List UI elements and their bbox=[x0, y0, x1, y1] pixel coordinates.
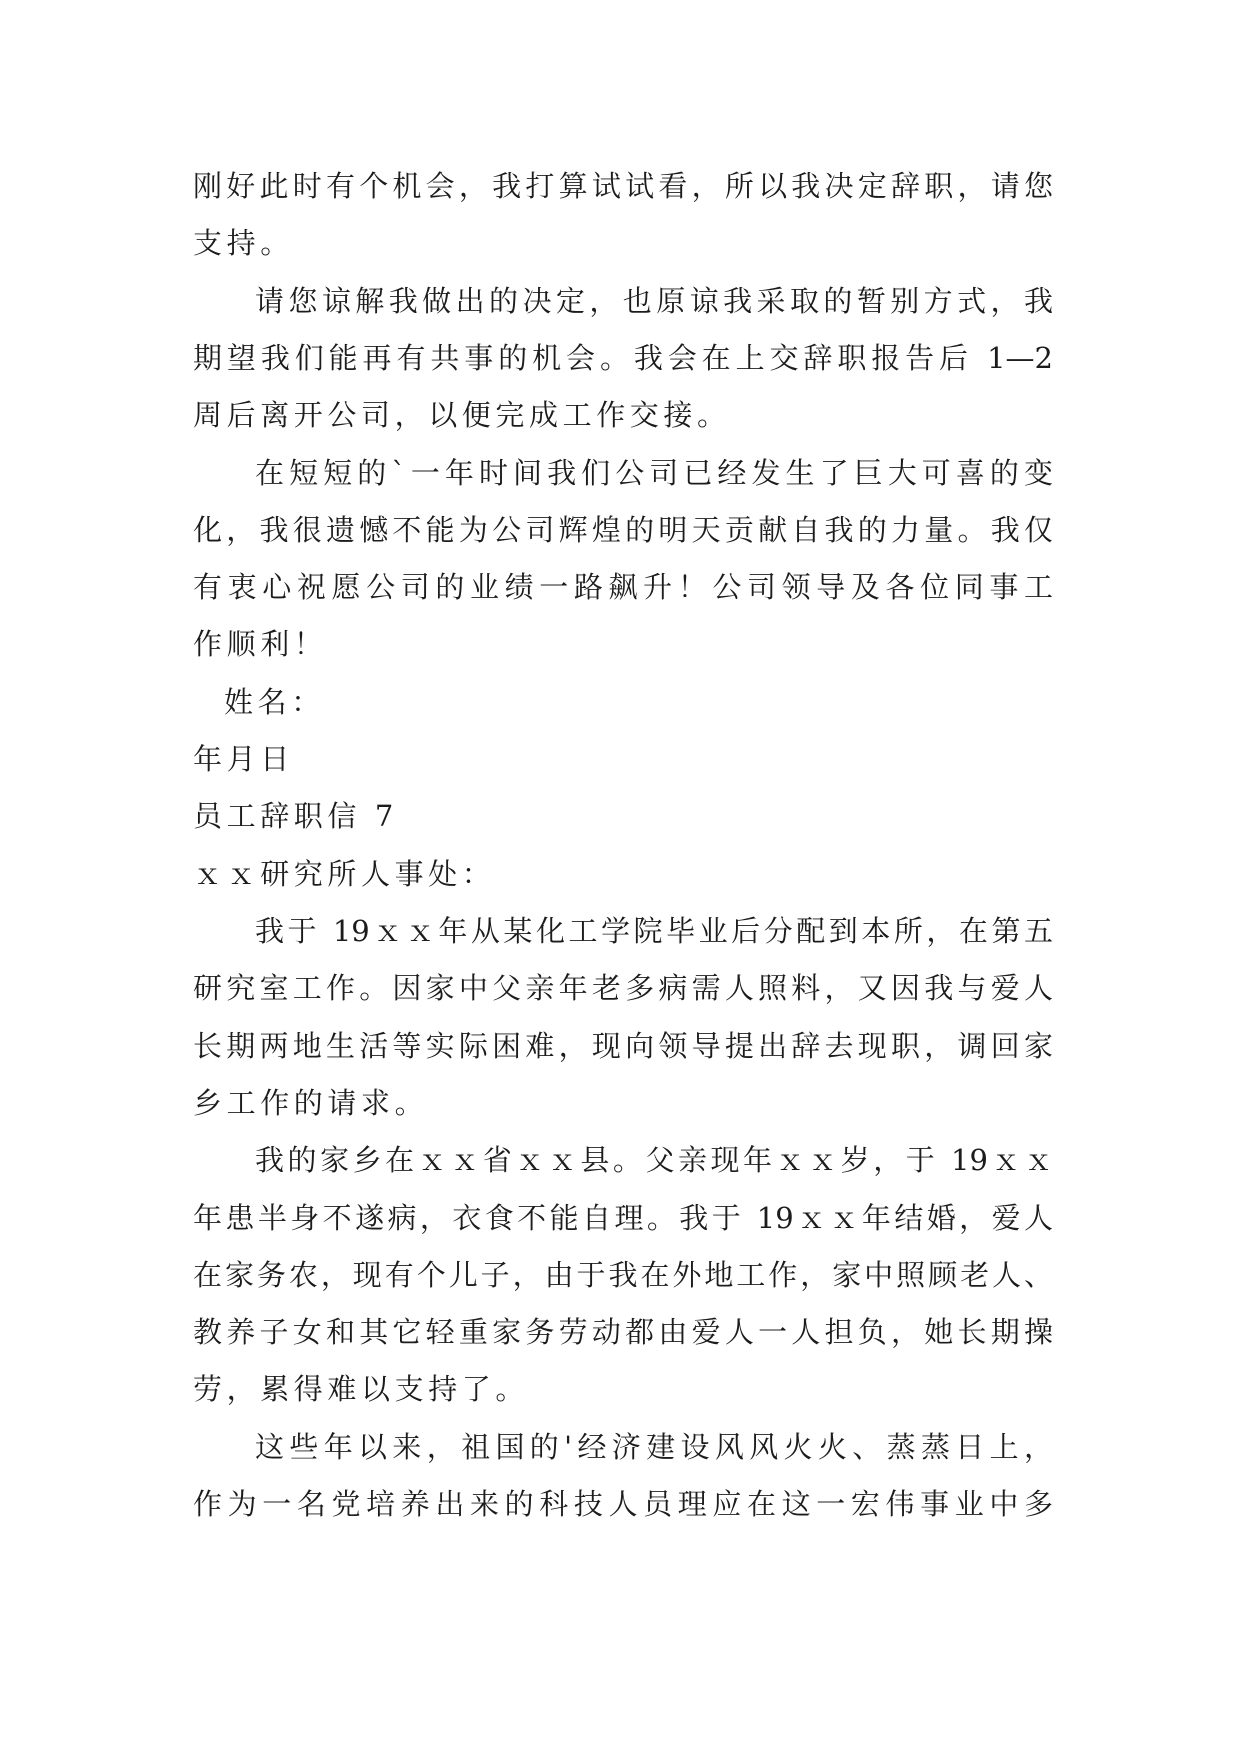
text-line: 劳，累得难以支持了。 bbox=[193, 1372, 530, 1406]
date-line: 年月日 bbox=[193, 742, 294, 776]
text-line: 作为一名党培养出来的科技人员理应在这一宏伟事业中多 bbox=[193, 1487, 1053, 1521]
text-line: 期望我们能再有共事的机会。我会在上交辞职报告后 1—2 bbox=[193, 341, 1053, 375]
paragraph-start: 我的家乡在ｘｘ省ｘｘ县。父亲现年ｘｘ岁，于 19ｘｘ bbox=[255, 1143, 1053, 1177]
text-line: 长期两地生活等实际困难，现向领导提出辞去现职，调回家 bbox=[193, 1029, 1053, 1063]
paragraph-start: 我于 19ｘｘ年从某化工学院毕业后分配到本所，在第五 bbox=[255, 914, 1053, 948]
paragraph-start: 请您谅解我做出的决定，也原谅我采取的暂别方式，我 bbox=[255, 284, 1053, 318]
text-line: 作顺利！ bbox=[193, 627, 328, 661]
text-line: 年患半身不遂病，衣食不能自理。我于 19ｘｘ年结婚，爱人 bbox=[193, 1201, 1053, 1235]
text-line: 乡工作的请求。 bbox=[193, 1086, 429, 1120]
text-line: 有衷心祝愿公司的业绩一路飙升！公司领导及各位同事工 bbox=[193, 570, 1053, 604]
text-line: 化，我很遗憾不能为公司辉煌的明天贡献自我的力量。我仅 bbox=[193, 513, 1053, 547]
signature-name-label: 姓名： bbox=[224, 685, 325, 719]
text-line: 教养子女和其它轻重家务劳动都由爱人一人担负，她长期操 bbox=[193, 1315, 1053, 1349]
paragraph-start: 在短短的`一年时间我们公司已经发生了巨大可喜的变 bbox=[255, 456, 1053, 490]
paragraph-start: 这些年以来，祖国的'经济建设风风火火、蒸蒸日上， bbox=[255, 1430, 1053, 1464]
text-line: 研究室工作。因家中父亲年老多病需人照料，又因我与爱人 bbox=[193, 971, 1053, 1005]
text-line: 支持。 bbox=[193, 226, 294, 260]
text-line: 在家务农，现有个儿子，由于我在外地工作，家中照顾老人、 bbox=[193, 1258, 1053, 1292]
salutation: ｘｘ研究所人事处： bbox=[193, 857, 496, 891]
text-line: 周后离开公司，以便完成工作交接。 bbox=[193, 398, 731, 432]
letter-heading: 员工辞职信 7 bbox=[193, 799, 398, 833]
text-line: 刚好此时有个机会，我打算试试看，所以我决定辞职，请您 bbox=[193, 169, 1053, 203]
